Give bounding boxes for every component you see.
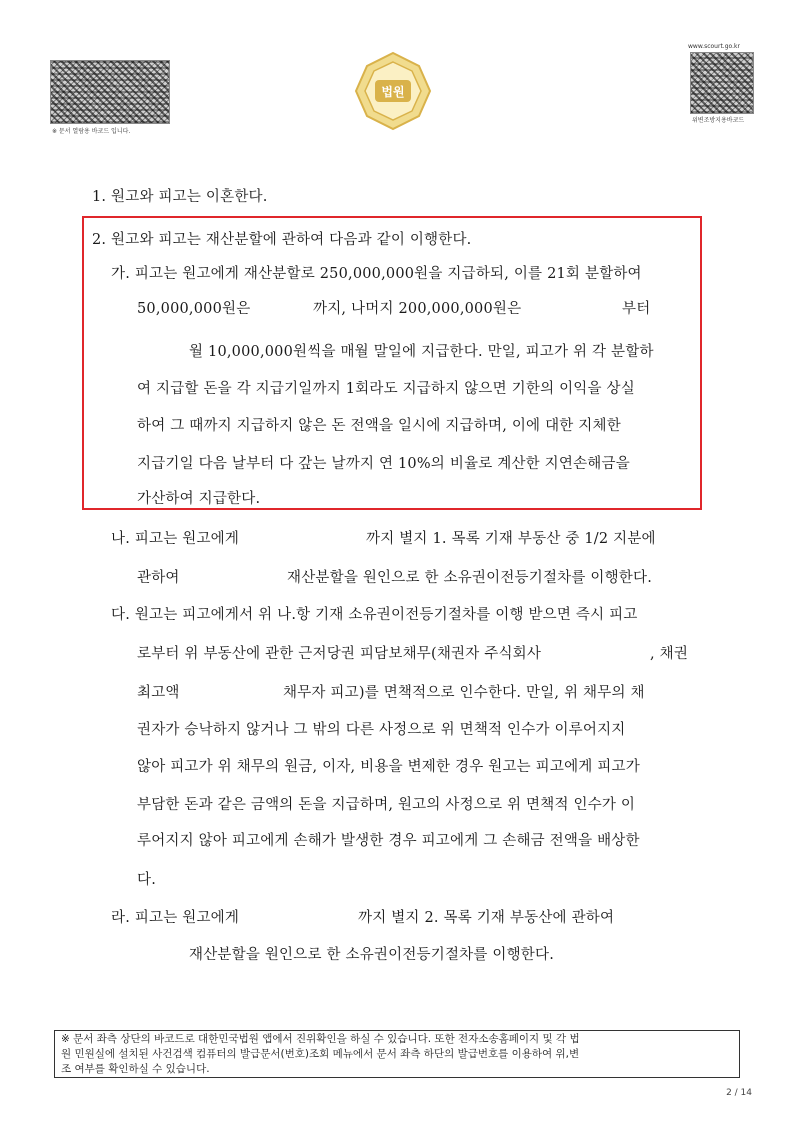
item-ga-line-5: 하여 그 때까지 지급하지 않은 돈 전액을 일시에 지급하며, 이에 대한 지체한 (137, 418, 621, 434)
barcode-left-caption: ※ 문서 열람용 바코드 입니다. (52, 128, 131, 135)
item-da-line-1: 다. 원고는 피고에게서 위 나.항 기재 소유권이전등기절차를 이행 받으면 즉시 피고 (111, 607, 638, 623)
anti-forgery-barcode-right (690, 52, 754, 114)
item-ga-line-7: 가산하여 지급한다. (137, 491, 261, 507)
item-1: 1. 원고와 피고는 이혼한다. (92, 189, 268, 205)
item-ra-line-1b: 까지 별지 2. 목록 기재 부동산에 관하여 (358, 910, 615, 926)
item-ga-line-2c: 부터 (622, 301, 651, 317)
item-da-line-5: 않아 피고가 위 채무의 원금, 이자, 비용을 변제한 경우 원고는 피고에게 피고가 (137, 759, 640, 775)
item-na-line-1a: 나. 피고는 원고에게 (111, 531, 240, 547)
item-da-line-2b: , 채권 (650, 646, 689, 662)
item-da-line-3b: 채무자 피고)를 면책적으로 인수한다. 만일, 위 채무의 채 (283, 685, 645, 701)
notice-line-2: 원 민원실에 설치된 사건검색 컴퓨터의 발급문서(번호)조회 메뉴에서 문서 좌측 하단의 발급번호를 이용하여 위,변 (61, 1048, 580, 1060)
barcode-right-caption: 위변조방지용바코드 (692, 117, 745, 124)
item-da-line-2a: 로부터 위 부동산에 관한 근저당권 피담보채무(채권자 주식회사 (137, 646, 542, 662)
item-ga-line-2b: 까지, 나머지 200,000,000원은 (313, 301, 522, 317)
item-ga-line-4: 여 지급할 돈을 각 지급기일까지 1회라도 지급하지 않으면 기한의 이익을 상실 (137, 381, 635, 397)
item-ga-line-6: 지급기일 다음 날부터 다 갚는 날까지 연 10%의 비율로 계산한 지연손해금을 (137, 456, 630, 472)
item-na-line-1b: 까지 별지 1. 목록 기재 부동산 중 1/2 지분에 (366, 531, 656, 547)
page-number: 2 / 14 (726, 1088, 752, 1098)
item-ra-line-2: 재산분할을 원인으로 한 소유권이전등기절차를 이행한다. (189, 947, 555, 963)
emblem-text: 법원 (381, 85, 405, 99)
item-ga-line-1: 가. 피고는 원고에게 재산분할로 250,000,000원을 지급하되, 이를 21회 분할하여 (111, 266, 642, 282)
item-na-line-2a: 관하여 (137, 570, 180, 586)
item-na-line-2b: 재산분할을 원인으로 한 소유권이전등기절차를 이행한다. (287, 570, 653, 586)
verification-barcode-left (50, 60, 170, 124)
item-ga-line-2a: 50,000,000원은 (137, 301, 251, 317)
notice-line-1: ※ 문서 좌측 상단의 바코드로 대한민국법원 앱에서 진위확인을 하실 수 있습니다. 또한 전자소송홈페이지 및 각 법 (61, 1033, 580, 1045)
notice-line-3: 조 여부를 확인하실 수 있습니다. (61, 1063, 210, 1075)
item-da-line-3a: 최고액 (137, 685, 180, 701)
item-da-line-8: 다. (137, 872, 157, 888)
item-2: 2. 원고와 피고는 재산분할에 관하여 다음과 같이 이행한다. (92, 232, 472, 248)
item-ga-line-3: 월 10,000,000원씩을 매월 말일에 지급한다. 만일, 피고가 위 각 분할하 (189, 344, 654, 360)
verification-notice (54, 1030, 740, 1078)
item-da-line-6: 부담한 돈과 같은 금액의 돈을 지급하며, 원고의 사정으로 위 면책적 인수가 이 (137, 797, 636, 813)
site-url: www.scourt.go.kr (688, 43, 740, 50)
item-da-line-4: 권자가 승낙하지 않거나 그 밖의 다른 사정으로 위 면책적 인수가 이루어지지 (137, 722, 626, 738)
item-da-line-7: 루어지지 않아 피고에게 손해가 발생한 경우 피고에게 그 손해금 전액을 배상한 (137, 833, 640, 849)
court-emblem (352, 50, 434, 132)
item-ra-line-1a: 라. 피고는 원고에게 (111, 910, 240, 926)
